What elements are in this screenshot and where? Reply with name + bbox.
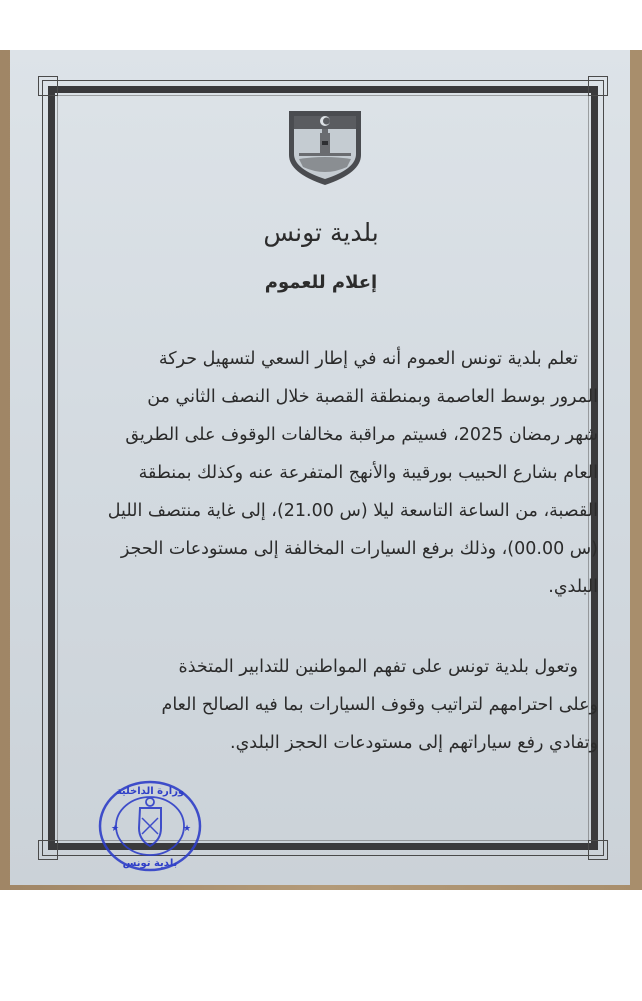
paragraph-line: وتفادي رفع سياراتهم إلى مستودعات الحجز البلدي. <box>230 733 598 753</box>
paragraph-line: (س 00.00)، وذلك برفع السيارات المخالفة إلى مستودعات الحجز <box>120 539 598 559</box>
page-title: بلدية تونس <box>263 218 379 247</box>
border-corner-bottom-left <box>38 840 58 860</box>
border-corner-top-right <box>588 76 608 96</box>
stamp-star-icon: ★ <box>111 824 120 834</box>
stamp-bottom-text: بلدية تونس <box>122 858 178 869</box>
paragraph-line: العام بشارع الحبيب بورقيبة والأنهج المتفرعة عنه وكذلك بمنطقة <box>138 463 598 483</box>
official-stamp <box>95 776 205 876</box>
notice-paragraph-2 <box>92 648 598 762</box>
paragraph-line: القصبة، من الساعة التاسعة ليلا (س 21.00)، إلى غاية منتصف الليل <box>107 501 598 521</box>
paragraph-line: وتعول بلدية تونس على تفهم المواطنين للتدابير المتخذة <box>178 657 578 677</box>
notice-paragraph-1 <box>92 340 598 606</box>
border-corner-bottom-right <box>588 840 608 860</box>
paragraph-line: شهر رمضان 2025، فسيتم مراقبة مخالفات الوقوف على الطريق <box>125 425 598 445</box>
paragraph-line: تعلم بلدية تونس العموم أنه في إطار السعي لتسهيل حركة <box>158 349 578 369</box>
stamp-star-icon: ★ <box>183 824 192 834</box>
municipality-coat-of-arms-icon <box>285 107 365 187</box>
paragraph-line: وعلى احترامهم لتراتيب وقوف السيارات بما فيه الصالح العام <box>161 695 598 715</box>
border-corner-top-left <box>38 76 58 96</box>
paragraph-line: البلدي. <box>548 577 598 597</box>
paragraph-line: المرور بوسط العاصمة وبمنطقة القصبة خلال النصف الثاني من <box>147 387 598 407</box>
notice-subtitle: إعلام للعموم <box>264 272 378 293</box>
stamp-top-text: وزارة الداخلية <box>115 786 185 797</box>
